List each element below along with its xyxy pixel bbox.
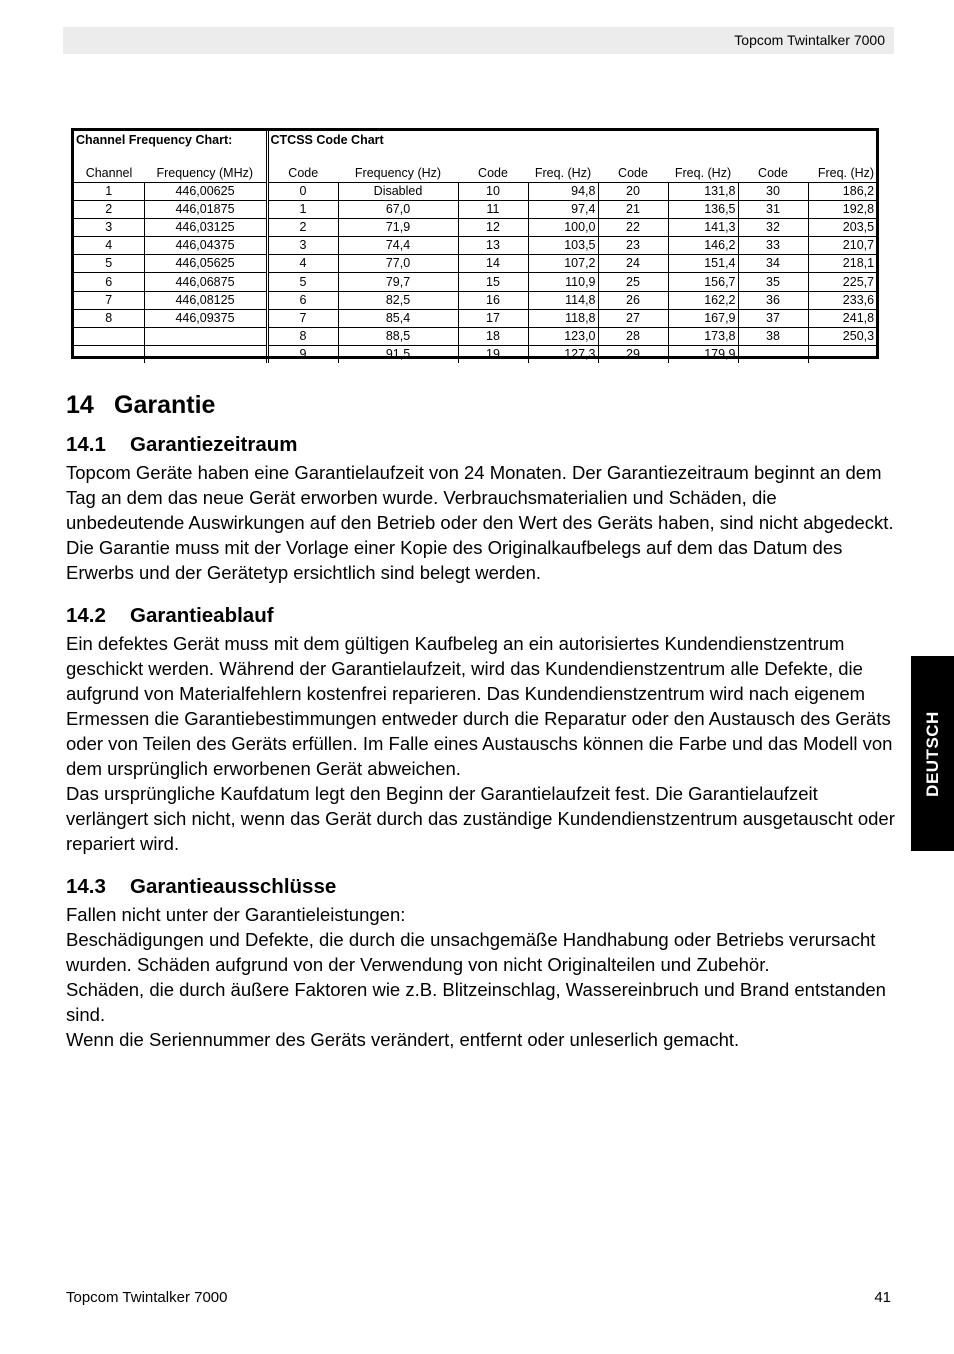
table-cell: 91,5 — [338, 345, 458, 363]
table-cell: 13 — [458, 237, 528, 255]
table-cell: 6 — [267, 291, 338, 309]
table-row — [74, 273, 876, 291]
sections — [66, 430, 896, 1052]
paragraph: Die Garantie muss mit der Vorlage einer Kopie des Originalkaufbelegs auf dem das Datum des Erwerbs und der Gerätetyp ersichtlich sind belegt werden. — [66, 537, 843, 583]
table-cell: 88,5 — [338, 327, 458, 345]
section-heading — [66, 601, 896, 631]
table-cell: 203,5 — [808, 219, 876, 237]
table-cell: 446,00625 — [144, 183, 267, 201]
table-cell: 446,04375 — [144, 237, 267, 255]
table-cell: 11 — [458, 201, 528, 219]
table-cell: 114,8 — [528, 291, 598, 309]
paragraph: Das ursprüngliche Kaufdatum legt den Beginn der Garantielaufzeit fest. Die Garantielaufzeit verlängert sich nicht, wenn das Gerät durch das zuständige Kundendienstzentrum ausgetauscht oder repariert wird. — [66, 783, 895, 854]
column-header: Code — [598, 162, 668, 183]
table-cell: 94,8 — [528, 183, 598, 201]
section-number: 14.2 — [66, 604, 106, 627]
header-title: Topcom Twintalker 7000 — [734, 32, 885, 48]
section-title: Garantiezeitraum — [130, 433, 298, 456]
table-row — [74, 201, 876, 219]
section-title: Garantieausschlüsse — [130, 875, 337, 898]
table-row — [74, 345, 876, 363]
table-cell: 29 — [598, 345, 668, 363]
table-cell: 30 — [738, 183, 808, 201]
table-cell: 38 — [738, 327, 808, 345]
table-cell — [144, 327, 267, 345]
table-cell: 71,9 — [338, 219, 458, 237]
table-row — [74, 327, 876, 345]
table-cell: 162,2 — [668, 291, 738, 309]
table-cell: 5 — [74, 255, 144, 273]
column-header: Freq. (Hz) — [528, 162, 598, 183]
table-cell: 33 — [738, 237, 808, 255]
section-heading — [66, 872, 896, 902]
table-cell: 186,2 — [808, 183, 876, 201]
table-cell: 2 — [267, 219, 338, 237]
column-header: Channel — [74, 162, 144, 183]
paragraph: Ein defektes Gerät muss mit dem gültigen Kaufbeleg an ein autorisiertes Kundendienstzentrum geschickt werden. Während der Garantielaufzeit, wird das Kundendienstzentrum alle Defekte, die aufgrund von Materialfehlern kostenfrei reparieren. Das Kundendienstzentrum wird nach eigenem Ermessen die Garantiebestimmungen entweder durch die Reparatur oder den Austausch des Geräts oder von Teilen des Geräts erfüllen. Im Falle eines Austauschs können die Farbe und das Modell von dem ursprünglich erworbenen Gerät abweichen. — [66, 633, 893, 779]
table-cell: 446,06875 — [144, 273, 267, 291]
column-header: Frequency (Hz) — [338, 162, 458, 183]
table-cell — [738, 345, 808, 363]
table-cell: 173,8 — [668, 327, 738, 345]
channel-chart-title: Channel Frequency Chart: — [74, 131, 267, 152]
chart-title-row — [74, 131, 876, 152]
table-cell: 19 — [458, 345, 528, 363]
table-cell: 74,4 — [338, 237, 458, 255]
language-tab-label: DEUTSCH — [922, 710, 942, 797]
page-number: 41 — [874, 1289, 891, 1306]
table-cell: 25 — [598, 273, 668, 291]
paragraph: Topcom Geräte haben eine Garantielaufzeit von 24 Monaten. Der Garantiezeitraum beginnt an dem Tag an dem das neue Gerät erworben wurde. Verbrauchsmaterialien und Schäden, die unbedeutende Auswirkungen auf den Betrieb oder den Wert des Geräts haben, sind nicht abgedeckt. — [66, 462, 894, 533]
table-row — [74, 291, 876, 309]
table-cell: 225,7 — [808, 273, 876, 291]
paragraph: Fallen nicht unter der Garantieleistungen: — [66, 904, 406, 925]
section — [66, 872, 896, 1052]
table-cell: 7 — [267, 309, 338, 327]
table-cell: 37 — [738, 309, 808, 327]
table-cell: 6 — [74, 273, 144, 291]
table-cell: 12 — [458, 219, 528, 237]
table-cell: 79,7 — [338, 273, 458, 291]
table-cell: 21 — [598, 201, 668, 219]
table-cell: 241,8 — [808, 309, 876, 327]
table-cell: 218,1 — [808, 255, 876, 273]
table-row — [74, 255, 876, 273]
table-cell: 82,5 — [338, 291, 458, 309]
table-cell: 446,09375 — [144, 309, 267, 327]
table-cell: 4 — [267, 255, 338, 273]
table-cell: 4 — [74, 237, 144, 255]
table-cell: 136,5 — [668, 201, 738, 219]
column-header: Frequency (MHz) — [144, 162, 267, 183]
chart-column-header-row — [74, 162, 876, 183]
table-cell: 151,4 — [668, 255, 738, 273]
table-cell: 123,0 — [528, 327, 598, 345]
table-cell: 18 — [458, 327, 528, 345]
table-cell: 2 — [74, 201, 144, 219]
table-cell: 3 — [74, 219, 144, 237]
table-cell: 20 — [598, 183, 668, 201]
table-cell: 107,2 — [528, 255, 598, 273]
table-cell: 127,3 — [528, 345, 598, 363]
table-cell: 5 — [267, 273, 338, 291]
table-cell: 17 — [458, 309, 528, 327]
table-cell — [144, 345, 267, 363]
table-row — [74, 219, 876, 237]
table-cell — [808, 345, 876, 363]
table-cell: 210,7 — [808, 237, 876, 255]
table-row — [74, 309, 876, 327]
table-cell: 446,01875 — [144, 201, 267, 219]
column-header: Code — [738, 162, 808, 183]
section — [66, 430, 896, 585]
footer-title: Topcom Twintalker 7000 — [66, 1289, 228, 1306]
section — [66, 601, 896, 856]
table-cell: 23 — [598, 237, 668, 255]
table-cell: 250,3 — [808, 327, 876, 345]
main-content — [66, 388, 896, 1068]
table-cell: 8 — [74, 309, 144, 327]
chart-table — [74, 131, 876, 363]
table-cell: 3 — [267, 237, 338, 255]
table-cell: 446,03125 — [144, 219, 267, 237]
table-cell: 179,9 — [668, 345, 738, 363]
table-cell: 192,8 — [808, 201, 876, 219]
table-cell: 131,8 — [668, 183, 738, 201]
chart-gap-row — [74, 152, 876, 162]
ctcss-chart-title: CTCSS Code Chart — [270, 133, 384, 147]
table-cell: 1 — [267, 201, 338, 219]
table-cell — [74, 345, 144, 363]
table-cell: 36 — [738, 291, 808, 309]
table-cell: 28 — [598, 327, 668, 345]
table-cell: 26 — [598, 291, 668, 309]
table-cell: 24 — [598, 255, 668, 273]
table-cell: 16 — [458, 291, 528, 309]
table-cell: 32 — [738, 219, 808, 237]
table-cell: 85,4 — [338, 309, 458, 327]
frequency-code-charts — [71, 128, 879, 359]
table-cell: 15 — [458, 273, 528, 291]
table-cell: Disabled — [338, 183, 458, 201]
table-cell: 9 — [267, 345, 338, 363]
paragraph: Wenn die Seriennummer des Geräts verändert, entfernt oder unleserlich gemacht. — [66, 1029, 740, 1050]
section-number: 14.1 — [66, 433, 106, 456]
table-cell: 34 — [738, 255, 808, 273]
paragraph: Beschädigungen und Defekte, die durch die unsachgemäße Handhabung oder Betriebs verursacht wurden. Schäden aufgrund von der Verwendung von nicht Originalteilen und Zubehör. — [66, 929, 876, 975]
table-cell: 14 — [458, 255, 528, 273]
table-cell: 7 — [74, 291, 144, 309]
table-cell: 27 — [598, 309, 668, 327]
table-cell: 1 — [74, 183, 144, 201]
table-cell: 156,7 — [668, 273, 738, 291]
table-cell — [74, 327, 144, 345]
chapter-title: Garantie — [114, 391, 216, 419]
table-row — [74, 183, 876, 201]
section-title: Garantieablauf — [130, 604, 274, 627]
table-cell: 77,0 — [338, 255, 458, 273]
table-cell: 110,9 — [528, 273, 598, 291]
chapter-heading — [66, 388, 896, 430]
table-cell: 31 — [738, 201, 808, 219]
table-cell: 67,0 — [338, 201, 458, 219]
column-header: Code — [267, 162, 338, 183]
table-cell: 146,2 — [668, 237, 738, 255]
table-cell: 446,05625 — [144, 255, 267, 273]
table-cell: 233,6 — [808, 291, 876, 309]
table-cell: 118,8 — [528, 309, 598, 327]
table-cell: 10 — [458, 183, 528, 201]
table-cell: 446,08125 — [144, 291, 267, 309]
column-header: Freq. (Hz) — [808, 162, 876, 183]
table-cell: 0 — [267, 183, 338, 201]
table-cell: 103,5 — [528, 237, 598, 255]
column-header: Code — [458, 162, 528, 183]
section-heading — [66, 430, 896, 460]
paragraph: Schäden, die durch äußere Faktoren wie z.B. Blitzeinschlag, Wassereinbruch und Brand entstanden sind. — [66, 979, 886, 1025]
table-cell: 8 — [267, 327, 338, 345]
table-row — [74, 237, 876, 255]
table-cell: 22 — [598, 219, 668, 237]
table-cell: 100,0 — [528, 219, 598, 237]
table-cell: 141,3 — [668, 219, 738, 237]
table-cell: 97,4 — [528, 201, 598, 219]
section-number: 14.3 — [66, 875, 106, 898]
page-header — [63, 27, 894, 54]
language-tab — [911, 656, 954, 851]
chapter-number: 14 — [66, 391, 94, 419]
table-cell: 35 — [738, 273, 808, 291]
column-header: Freq. (Hz) — [668, 162, 738, 183]
table-cell: 167,9 — [668, 309, 738, 327]
